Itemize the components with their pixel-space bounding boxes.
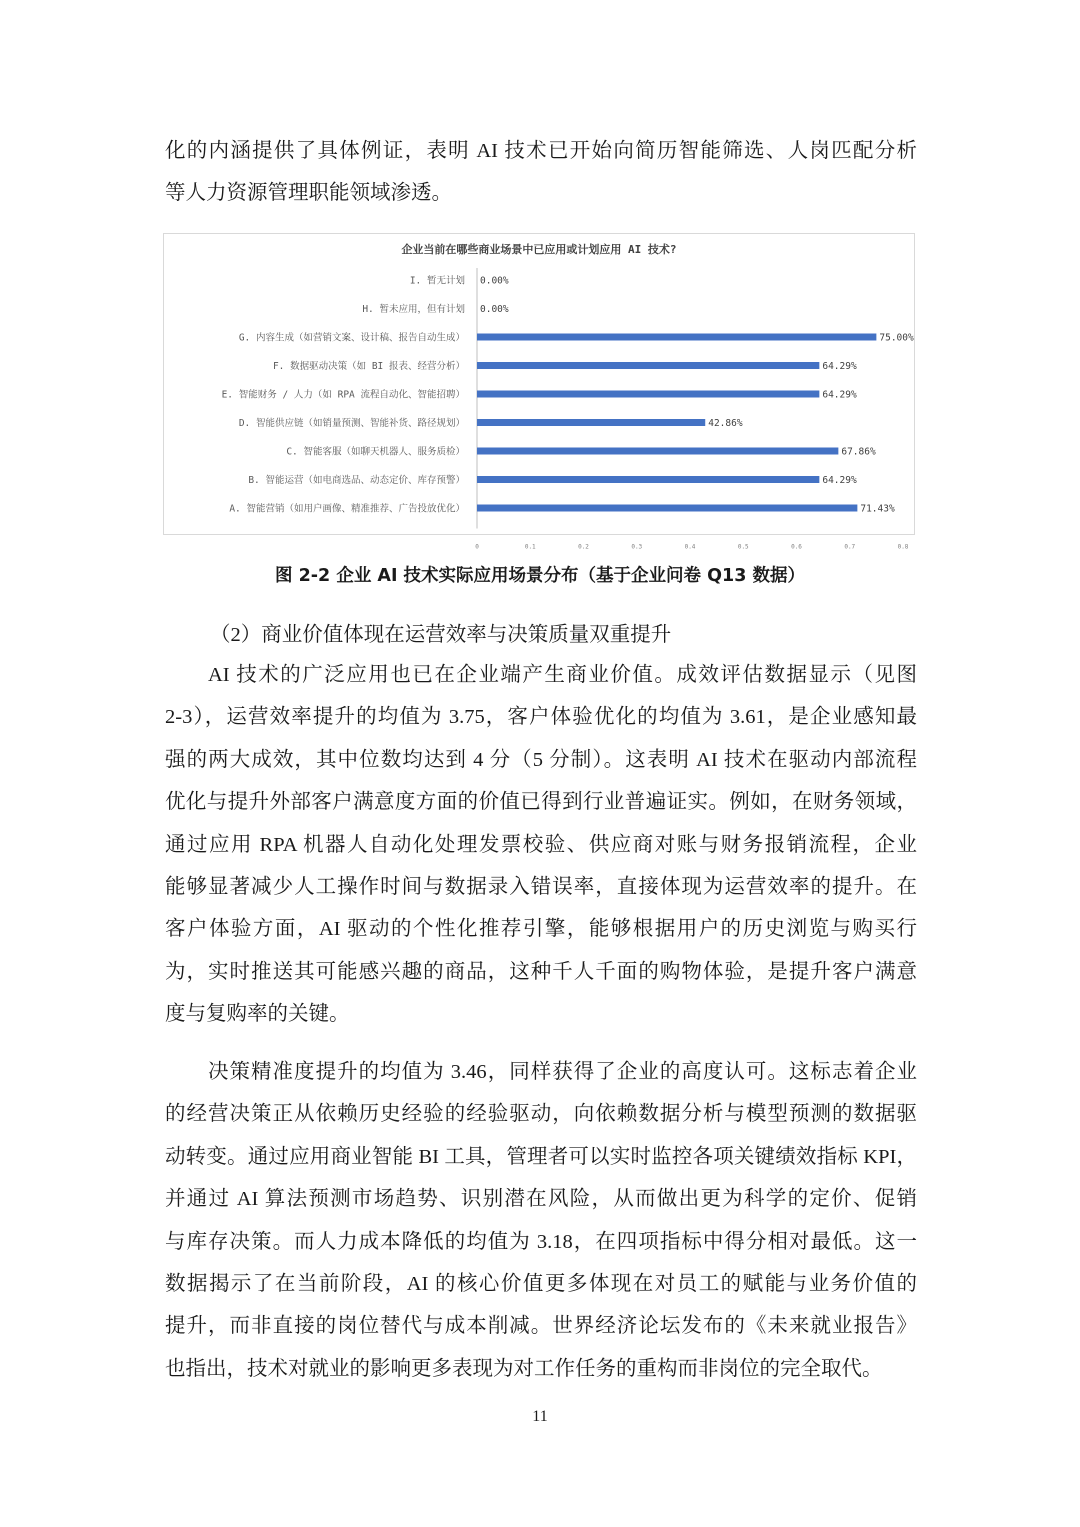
data-label: 0.00% — [480, 304, 509, 315]
category-label: G. 内容生成（如营销文案、设计稿、报告自动生成） — [238, 332, 465, 344]
data-label: 42.86% — [708, 418, 743, 429]
chart-figure — [163, 233, 915, 551]
intro-line: 等人力资源管理职能领域渗透。 — [165, 182, 452, 205]
data-label: 75.00% — [879, 332, 914, 344]
para1-line: 强的两大成效，其中位数均达到 4 分（5 分制）。这表明 AI 技术在驱动内部流程 — [165, 748, 917, 771]
bar-chart — [164, 234, 914, 551]
para1-line: 优化与提升外部客户满意度方面的价值已得到行业普遍证实。例如，在财务领域， — [165, 791, 917, 814]
x-tick-label: 0.4 — [684, 543, 696, 551]
para2-line: 并通过 AI 算法预测市场趋势、识别潜在风险，从而做出更为科学的定价、促销 — [165, 1188, 917, 1211]
bar — [477, 476, 819, 483]
para1-line: AI 技术的广泛应用也已在企业端产生商业价值。成效评估数据显示（见图 — [208, 664, 917, 686]
intro-paragraph — [165, 130, 917, 215]
data-label: 64.29% — [822, 389, 857, 401]
para2-line: 也指出，技术对就业的影响更多表现为对工作任务的重构而非岗位的完全取代。 — [165, 1357, 883, 1380]
category-label: D. 智能供应链（如销量预测、智能补货、路径规划） — [238, 418, 465, 429]
figure-caption: 图 2-2 企业 AI 技术实际应用场景分布（基于企业问卷 Q13 数据） — [275, 566, 805, 586]
x-tick-label: 0.8 — [897, 543, 909, 551]
para2-line: 的经营决策正从依赖历史经验的经验驱动，向依赖数据分析与模型预测的数据驱 — [165, 1103, 917, 1126]
data-label: 64.29% — [822, 475, 857, 486]
bar — [477, 419, 705, 426]
category-label: E. 智能财务 / 人力（如 RPA 流程自动化、智能招聘） — [221, 389, 465, 401]
intro-line: 化的内涵提供了具体例证，表明 AI 技术已开始向简历智能筛选、人岗匹配分析 — [165, 140, 917, 162]
body-paragraph-2 — [165, 1051, 917, 1390]
category-label: C. 智能客服（如聊天机器人、服务质检） — [286, 446, 465, 458]
chart-title: 企业当前在哪些商业场景中已应用或计划应用 AI 技术? — [401, 243, 677, 256]
bar — [477, 448, 838, 455]
para2-line: 决策精准度提升的均值为 3.46，同样获得了企业的高度认可。这标志着企业 — [208, 1061, 917, 1083]
section-heading: （2）商业价值体现在运营效率与决策质量双重提升 — [210, 624, 672, 646]
para1-line: 通过应用 RPA 机器人自动化处理发票校验、供应商对账与财务报销流程，企业 — [165, 833, 917, 856]
x-tick-label: 0.2 — [578, 543, 589, 551]
category-label: B. 智能运营（如电商选品、动态定价、库存预警） — [248, 475, 465, 486]
para1-line: 度与复购率的关键。 — [165, 1003, 350, 1026]
bar — [477, 334, 876, 341]
category-label: H. 暂未应用，但有计划 — [362, 304, 465, 315]
category-label: A. 智能营销（如用户画像、精准推荐、广告投放优化） — [229, 503, 465, 515]
para2-line: 动转变。通过应用商业智能 BI 工具，管理者可以实时监控各项关键绩效指标 KPI， — [165, 1145, 917, 1168]
bar — [477, 391, 819, 398]
bar — [477, 362, 819, 369]
para1-line: 能够显著减少人工操作时间与数据录入错误率，直接体现为运营效率的提升。在 — [165, 876, 917, 899]
para2-line: 与库存决策。而人力成本降低的均值为 3.18，在四项指标中得分相对最低。这一 — [165, 1230, 917, 1253]
category-label: I. 暂无计划 — [409, 275, 465, 287]
x-tick-label: 0.3 — [631, 543, 643, 551]
para1-line: 为，实时推送其可能感兴趣的商品，这种千人千面的购物体验，是提升客户满意 — [165, 960, 917, 983]
data-label: 0.00% — [480, 275, 509, 287]
category-label: F. 数据驱动决策（如 BI 报表、经营分析） — [272, 361, 465, 372]
page-number: 11 — [532, 1408, 548, 1425]
para2-line: 数据揭示了在当前阶段，AI 的核心价值更多体现在对员工的赋能与业务价值的 — [165, 1273, 917, 1296]
data-label: 67.86% — [841, 446, 876, 458]
para1-line: 2-3），运营效率提升的均值为 3.75，客户体验优化的均值为 3.61，是企业感知最 — [165, 706, 917, 729]
data-label: 71.43% — [860, 503, 895, 515]
x-tick-label: 0.7 — [844, 543, 856, 551]
x-tick-label: 0.6 — [791, 543, 802, 551]
bar — [477, 505, 857, 512]
x-tick-label: 0.5 — [737, 543, 749, 551]
body-paragraph-1 — [165, 654, 917, 1036]
para2-line: 提升，而非直接的岗位替代与成本削减。世界经济论坛发布的《未来就业报告》 — [165, 1315, 917, 1338]
data-label: 64.29% — [822, 361, 857, 372]
x-tick-label: 0 — [475, 543, 479, 551]
x-tick-label: 0.1 — [524, 543, 536, 551]
para1-line: 客户体验方面，AI 驱动的个性化推荐引擎，能够根据用户的历史浏览与购买行 — [165, 918, 917, 941]
